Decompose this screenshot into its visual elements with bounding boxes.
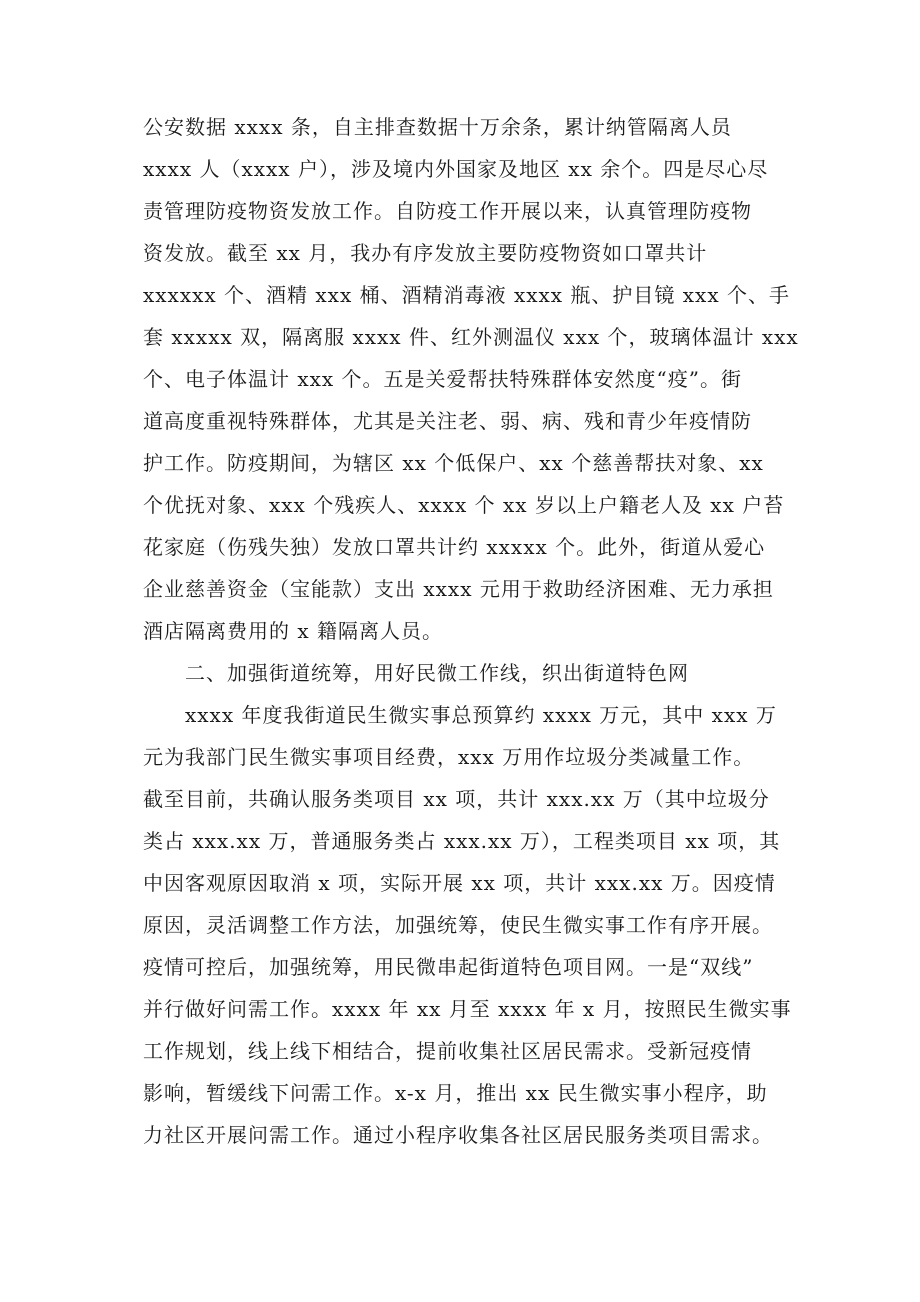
- text-line: 中因客观原因取消 x 项，实际开展 xx 项，共计 xxx.xx 万。因疫情: [143, 871, 776, 895]
- body-text: [143, 106, 799, 1156]
- text-line: 酒店隔离费用的 x 籍隔离人员。: [143, 619, 443, 643]
- text-line: 企业慈善资金（宝能款）支出 xxxx 元用于救助经济困难、无力承担: [143, 577, 774, 601]
- text-line: 道高度重视特殊群体，尤其是关注老、弱、病、残和青少年疫情防: [143, 409, 752, 433]
- text-line: 并行做好问需工作。xxxx 年 xx 月至 xxxx 年 x 月，按照民生微实事: [143, 997, 792, 1021]
- paragraph-first-line: xxxx 年度我街道民生微实事总预算约 xxxx 万元，其中 xxx 万: [185, 703, 777, 727]
- text-line: 责管理防疫物资发放工作。自防疫工作开展以来，认真管理防疫物: [143, 199, 752, 223]
- text-line: 套 xxxxx 双，隔离服 xxxx 件、红外测温仪 xxx 个，玻璃体温计 xxx: [143, 325, 799, 349]
- text-line: 护工作。防疫期间，为辖区 xx 个低保户、xx 个慈善帮扶对象、xx: [143, 451, 764, 475]
- text-line: 个优抚对象、xxx 个残疾人、xxxx 个 xx 岁以上户籍老人及 xx 户苔: [143, 493, 785, 517]
- text-line: 公安数据 xxxx 条，自主排查数据十万余条，累计纳管隔离人员: [143, 115, 732, 139]
- text-line: 类占 xxx.xx 万，普通服务类占 xxx.xx 万），工程类项目 xx 项，其: [143, 829, 781, 853]
- text-line: xxxx 人（xxxx 户），涉及境内外国家及地区 xx 余个。四是尽心尽: [143, 157, 769, 181]
- text-line: 力社区开展问需工作。通过小程序收集各社区居民服务类项目需求。: [143, 1123, 773, 1147]
- text-line: 截至目前，共确认服务类项目 xx 项，共计 xxx.xx 万（其中垃圾分: [143, 787, 770, 811]
- text-line: 元为我部门民生微实事项目经费，xxx 万用作垃圾分类减量工作。: [143, 745, 755, 769]
- text-line: xxxxxx 个、酒精 xxx 桶、酒精消毒液 xxxx 瓶、护目镜 xxx 个、手: [143, 283, 790, 307]
- text-line: 原因，灵活调整工作方法，加强统筹，使民生微实事工作有序开展。: [143, 913, 773, 937]
- text-line: 影响，暂缓线下问需工作。x-x 月，推出 xx 民生微实事小程序，助: [143, 1081, 768, 1105]
- section-heading: 二、加强街道统筹，用好民微工作线，织出街道特色网: [185, 661, 689, 685]
- text-line: 工作规划，线上线下相结合，提前收集社区居民需求。受新冠疫情: [143, 1039, 752, 1063]
- text-line: 个、电子体温计 xxx 个。五是关爱帮扶特殊群体安然度“疫”。街: [143, 367, 743, 391]
- text-line: 花家庭（伤残失独）发放口罩共计约 xxxxx 个。此外，街道从爱心: [143, 535, 766, 559]
- text-line: 疫情可控后，加强统筹，用民微串起街道特色项目网。一是“双线”: [143, 955, 754, 979]
- text-line: 资发放。截至 xx 月，我办有序发放主要防疫物资如口罩共计: [143, 241, 708, 265]
